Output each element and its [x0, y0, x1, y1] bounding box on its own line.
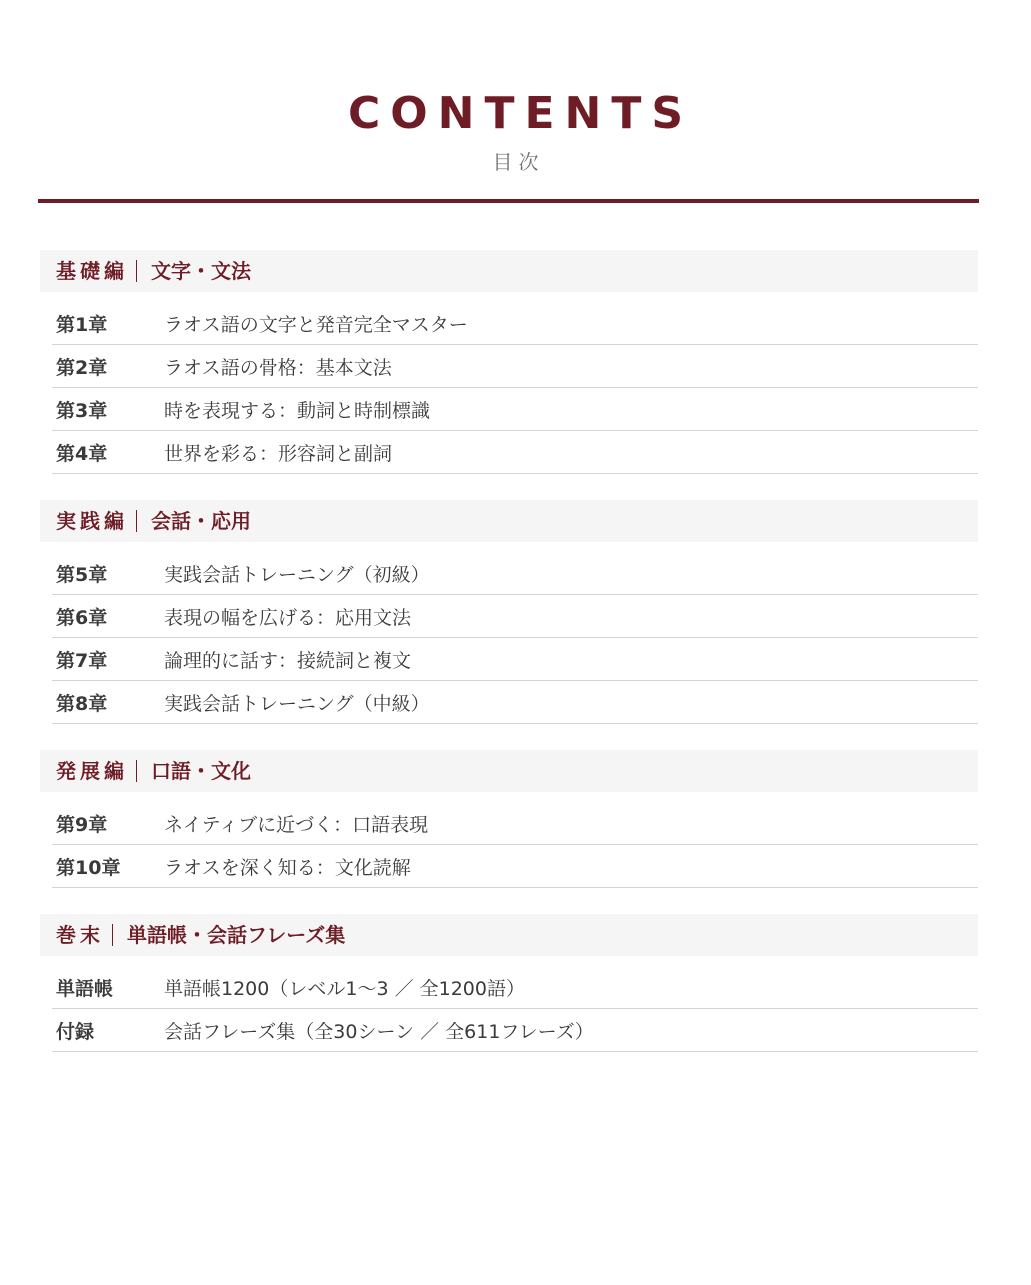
- section-topic-label: 会話・応用: [151, 509, 251, 533]
- page-subtitle: 目次: [492, 150, 545, 174]
- section-topic-label: 単語帳・会話フレーズ集: [127, 923, 346, 947]
- chapter-row[interactable]: [52, 845, 978, 888]
- chapter-title: 時を表現する：動詞と時制標識: [164, 399, 431, 422]
- chapter-title: 会話フレーズ集（全30シーン ／ 全611フレーズ）: [164, 1020, 594, 1043]
- chapter-row[interactable]: [52, 638, 978, 681]
- chapter-row[interactable]: [52, 1009, 978, 1052]
- table-of-contents: [40, 250, 978, 1078]
- section-part-label: 実践編: [56, 509, 128, 533]
- chapter-number: 付録: [56, 1020, 95, 1043]
- chapter-list: [40, 966, 978, 1052]
- chapter-title: 実践会話トレーニング（中級）: [164, 692, 430, 715]
- chapter-number: 第4章: [56, 442, 108, 465]
- chapter-row[interactable]: [52, 388, 978, 431]
- section-practice: [40, 500, 978, 724]
- chapter-row[interactable]: [52, 595, 978, 638]
- chapter-title: 表現の幅を広げる：応用文法: [164, 606, 412, 629]
- chapter-number: 単語帳: [56, 977, 114, 1000]
- section-topic-label: 文字・文法: [151, 259, 251, 283]
- section-heading: [40, 250, 978, 292]
- section-part-label: 発展編: [56, 759, 128, 783]
- section-separator: [136, 260, 137, 282]
- chapter-number: 第3章: [56, 399, 108, 422]
- section-basics: [40, 250, 978, 474]
- chapter-title: ラオス語の文字と発音完全マスター: [164, 313, 468, 336]
- chapter-row[interactable]: [52, 802, 978, 845]
- section-part-label: 巻末: [56, 923, 104, 947]
- chapter-number: 第5章: [56, 563, 108, 586]
- header: [0, 88, 1031, 174]
- chapter-row[interactable]: [52, 302, 978, 345]
- chapter-number: 第2章: [56, 356, 108, 379]
- chapter-number: 第6章: [56, 606, 108, 629]
- chapter-number: 第7章: [56, 649, 108, 672]
- section-separator: [136, 510, 137, 532]
- section-separator: [136, 760, 137, 782]
- section-heading: [40, 914, 978, 956]
- chapter-number: 第9章: [56, 813, 108, 836]
- chapter-row[interactable]: [52, 431, 978, 474]
- section-heading: [40, 750, 978, 792]
- chapter-list: [40, 302, 978, 474]
- chapter-row[interactable]: [52, 345, 978, 388]
- section-topic-label: 口語・文化: [151, 759, 251, 783]
- chapter-row[interactable]: [52, 552, 978, 595]
- header-divider: [38, 199, 979, 203]
- chapter-list: [40, 802, 978, 888]
- chapter-title: ネイティブに近づく：口語表現: [164, 813, 429, 836]
- chapter-list: [40, 552, 978, 724]
- chapter-number: 第10章: [56, 856, 121, 879]
- chapter-title: 論理的に話す：接続詞と複文: [164, 649, 412, 672]
- chapter-title: 単語帳1200（レベル1〜3 ／ 全1200語）: [164, 977, 525, 1000]
- section-separator: [112, 924, 113, 946]
- chapter-title: ラオスを深く知る：文化読解: [164, 856, 411, 879]
- chapter-row[interactable]: [52, 681, 978, 724]
- chapter-row[interactable]: [52, 966, 978, 1009]
- section-part-label: 基礎編: [56, 259, 128, 283]
- chapter-number: 第1章: [56, 313, 108, 336]
- chapter-number: 第8章: [56, 692, 108, 715]
- section-appendix: [40, 914, 978, 1052]
- chapter-title: 実践会話トレーニング（初級）: [164, 563, 430, 586]
- chapter-title: ラオス語の骨格：基本文法: [164, 356, 392, 379]
- page-title: CONTENTS: [347, 88, 694, 139]
- section-advanced: [40, 750, 978, 888]
- section-heading: [40, 500, 978, 542]
- chapter-title: 世界を彩る：形容詞と副詞: [164, 442, 393, 465]
